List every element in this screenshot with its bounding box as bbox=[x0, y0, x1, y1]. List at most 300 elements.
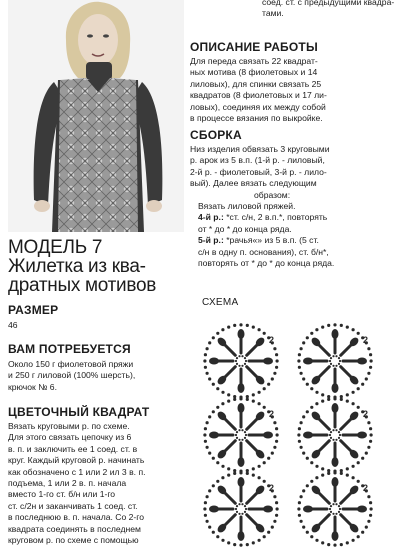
petal-cluster bbox=[209, 506, 219, 513]
center-chain bbox=[330, 505, 332, 507]
center-chain bbox=[245, 508, 247, 510]
row-4-lead: 4-й р.: bbox=[198, 212, 224, 223]
chain-stitch bbox=[204, 427, 207, 430]
chain-stitch bbox=[365, 377, 368, 380]
chain-stitch bbox=[327, 472, 330, 475]
center-chain bbox=[329, 508, 331, 510]
chain-stitch bbox=[206, 421, 209, 424]
chain-stitch bbox=[367, 520, 370, 523]
petal-cluster bbox=[238, 329, 245, 339]
chain-stitch bbox=[263, 387, 266, 390]
chain-stitch bbox=[298, 427, 301, 430]
chain-stitch bbox=[271, 452, 274, 455]
chain-stitch bbox=[208, 452, 211, 455]
chain-stitch bbox=[315, 476, 318, 479]
chain-stitch bbox=[203, 433, 206, 436]
chain-stitch bbox=[216, 406, 219, 409]
work-description-line: лиловых), для спинки связать 25 bbox=[190, 78, 322, 89]
chain-stitch bbox=[315, 328, 318, 331]
flower-square-line: Для этого связать цепочку из 6 bbox=[8, 432, 132, 443]
chain-stitch bbox=[298, 353, 301, 356]
row-mark: 2 bbox=[363, 409, 369, 419]
chain-stitch bbox=[206, 495, 209, 498]
chain-stitch bbox=[300, 495, 303, 498]
chain-stitch bbox=[208, 489, 211, 492]
chain-stitch bbox=[263, 535, 266, 538]
center-chain bbox=[338, 357, 340, 359]
center-chain bbox=[332, 439, 334, 441]
chain-stitch bbox=[346, 541, 349, 544]
stitch-stroke bbox=[224, 344, 235, 355]
crochet-schema-diagram bbox=[196, 318, 410, 548]
petal-cluster bbox=[209, 358, 219, 365]
chain-stitch bbox=[246, 469, 249, 472]
stitch-stroke bbox=[318, 367, 329, 378]
chain-stitch bbox=[267, 531, 270, 534]
chain-stitch bbox=[275, 366, 278, 369]
petal-cluster bbox=[332, 477, 339, 487]
chain-stitch bbox=[258, 402, 261, 405]
chain-stitch bbox=[233, 324, 236, 327]
center-chain bbox=[338, 363, 340, 365]
chain-stitch bbox=[352, 476, 355, 479]
chain-stitch bbox=[300, 520, 303, 523]
assembly-text bbox=[190, 144, 406, 269]
chain-stitch bbox=[267, 457, 270, 460]
center-chain bbox=[245, 360, 247, 362]
chain-stitch bbox=[206, 446, 209, 449]
chain-stitch bbox=[352, 402, 355, 405]
chain-stitch bbox=[302, 489, 305, 492]
chain-stitch bbox=[258, 476, 261, 479]
chain-stitch bbox=[204, 366, 207, 369]
chain-stitch bbox=[206, 347, 209, 350]
chain-stitch bbox=[227, 467, 230, 470]
center-chain bbox=[238, 365, 240, 367]
chain-stitch bbox=[369, 353, 372, 356]
center-chain bbox=[244, 505, 246, 507]
chain-stitch bbox=[271, 377, 274, 380]
stitch-stroke bbox=[247, 492, 258, 503]
chain-stitch bbox=[340, 395, 343, 398]
petal-cluster bbox=[357, 432, 367, 439]
chain-stitch bbox=[306, 457, 309, 460]
chain-stitch bbox=[252, 474, 255, 477]
stitch-stroke bbox=[341, 344, 352, 355]
assembly-line: р. арок из 5 в.п. (1-й р. - лиловый, bbox=[190, 155, 325, 166]
chain-stitch bbox=[216, 535, 219, 538]
petal-cluster bbox=[238, 457, 245, 467]
motif-square bbox=[203, 323, 278, 398]
chain-stitch bbox=[246, 398, 249, 401]
center-chain bbox=[335, 365, 337, 367]
center-chain bbox=[338, 511, 340, 513]
chain-stitch bbox=[340, 324, 343, 327]
chain-stitch bbox=[204, 514, 207, 517]
assembly-line: Вязать лиловой пряжей. bbox=[198, 201, 296, 212]
center-chain bbox=[335, 439, 337, 441]
row-4-line bbox=[190, 212, 406, 223]
chain-stitch bbox=[369, 501, 372, 504]
stitch-stroke bbox=[224, 515, 235, 526]
model-title bbox=[8, 238, 198, 295]
chain-stitch bbox=[263, 461, 266, 464]
chain-stitch bbox=[275, 514, 278, 517]
chain-stitch bbox=[340, 543, 343, 546]
chain-stitch bbox=[233, 469, 236, 472]
chain-stitch bbox=[321, 474, 324, 477]
center-chain bbox=[330, 431, 332, 433]
chain-stitch bbox=[306, 336, 309, 339]
chain-stitch bbox=[300, 421, 303, 424]
chain-stitch bbox=[239, 544, 242, 547]
center-chain bbox=[339, 434, 341, 436]
top-fragment-line: тами. bbox=[262, 8, 284, 19]
chain-stitch bbox=[216, 461, 219, 464]
center-chain bbox=[338, 505, 340, 507]
row-mark: 2 bbox=[363, 335, 369, 345]
chain-stitch bbox=[306, 410, 309, 413]
chain-stitch bbox=[276, 433, 279, 436]
chain-stitch bbox=[227, 474, 230, 477]
petal-cluster bbox=[357, 358, 367, 365]
chain-stitch bbox=[298, 366, 301, 369]
chain-stitch bbox=[367, 495, 370, 498]
chain-stitch bbox=[204, 501, 207, 504]
chain-stitch bbox=[340, 469, 343, 472]
center-chain bbox=[235, 508, 237, 510]
chain-stitch bbox=[216, 332, 219, 335]
chain-stitch bbox=[252, 541, 255, 544]
center-chain bbox=[241, 365, 243, 367]
chain-stitch bbox=[246, 395, 249, 398]
chain-stitch bbox=[252, 326, 255, 329]
row-mark: 2 bbox=[269, 335, 275, 345]
petal-cluster bbox=[332, 531, 339, 541]
center-chain bbox=[330, 357, 332, 359]
chain-stitch bbox=[298, 514, 301, 517]
stitch-stroke bbox=[341, 492, 352, 503]
chain-stitch bbox=[333, 544, 336, 547]
schema-caption: СХЕМА bbox=[202, 297, 239, 308]
stitch-stroke bbox=[224, 441, 235, 452]
center-chain bbox=[244, 363, 246, 365]
chain-stitch bbox=[204, 353, 207, 356]
size-heading: РАЗМЕР bbox=[8, 303, 59, 317]
chain-stitch bbox=[369, 440, 372, 443]
chain-stitch bbox=[275, 501, 278, 504]
flower-square-text bbox=[8, 421, 188, 546]
chain-stitch bbox=[216, 480, 219, 483]
chain-stitch bbox=[239, 471, 242, 474]
materials-line: Около 150 г фиолетовой пряжи bbox=[8, 359, 134, 369]
chain-stitch bbox=[233, 398, 236, 401]
motif-square bbox=[203, 471, 278, 546]
materials-line: и 250 г лиловой (100% шерсть), bbox=[8, 370, 136, 381]
assembly-line: Низ изделия обвязать 3 круговыми bbox=[190, 144, 330, 154]
chain-stitch bbox=[227, 541, 230, 544]
work-description-line: в процессе вязания по выкройке. bbox=[190, 113, 323, 124]
center-chain bbox=[241, 439, 243, 441]
chain-stitch bbox=[302, 341, 305, 344]
chain-stitch bbox=[310, 387, 313, 390]
center-chain bbox=[244, 437, 246, 439]
chain-stitch bbox=[321, 400, 324, 403]
chain-stitch bbox=[221, 465, 224, 468]
chain-stitch bbox=[227, 326, 230, 329]
stitch-stroke bbox=[224, 418, 235, 429]
chain-stitch bbox=[333, 397, 336, 400]
petal-cluster bbox=[263, 506, 273, 513]
chain-stitch bbox=[327, 395, 330, 398]
chain-stitch bbox=[246, 472, 249, 475]
center-chain bbox=[335, 429, 337, 431]
chain-stitch bbox=[352, 391, 355, 394]
motif-square bbox=[297, 323, 372, 398]
assembly-line: 2-й р. - фиолетовый, 3-й р. - лило- bbox=[190, 166, 327, 177]
stitch-stroke bbox=[247, 441, 258, 452]
chain-stitch bbox=[300, 347, 303, 350]
petal-cluster bbox=[332, 383, 339, 393]
center-chain bbox=[329, 360, 331, 362]
chain-stitch bbox=[315, 391, 318, 394]
row-mark: 2 bbox=[363, 483, 369, 493]
center-chain bbox=[332, 513, 334, 515]
center-chain bbox=[339, 508, 341, 510]
chain-stitch bbox=[370, 507, 373, 510]
crochet-chart-svg bbox=[196, 318, 410, 548]
center-chain bbox=[235, 360, 237, 362]
chain-stitch bbox=[297, 359, 300, 362]
chain-stitch bbox=[315, 465, 318, 468]
flower-square-line: в. п. и заключить ее 1 соед. ст. в bbox=[8, 443, 138, 454]
flower-square-line: круговом р. по схеме с помощью bbox=[8, 535, 139, 546]
center-chain bbox=[236, 363, 238, 365]
materials-heading: ВАМ ПОТРЕБУЕТСЯ bbox=[8, 342, 131, 356]
center-chain bbox=[329, 434, 331, 436]
chain-stitch bbox=[233, 472, 236, 475]
center-chain bbox=[236, 505, 238, 507]
chain-stitch bbox=[273, 520, 276, 523]
chain-stitch bbox=[276, 507, 279, 510]
work-description-heading: ОПИСАНИЕ РАБОТЫ bbox=[190, 40, 318, 54]
chain-stitch bbox=[206, 372, 209, 375]
chain-stitch bbox=[297, 507, 300, 510]
center-chain bbox=[241, 513, 243, 515]
petal-cluster bbox=[263, 358, 273, 365]
chain-stitch bbox=[346, 393, 349, 396]
materials-line: крючок № 6. bbox=[8, 381, 57, 392]
chain-stitch bbox=[333, 323, 336, 326]
center-chain bbox=[236, 431, 238, 433]
center-chain bbox=[335, 503, 337, 505]
chain-stitch bbox=[357, 480, 360, 483]
center-chain bbox=[238, 503, 240, 505]
chain-stitch bbox=[221, 391, 224, 394]
chain-stitch bbox=[315, 539, 318, 542]
row-5-text: *рачья«» из 5 в.п. (5 ст. bbox=[226, 235, 319, 246]
chain-stitch bbox=[321, 393, 324, 396]
chain-stitch bbox=[310, 461, 313, 464]
chain-stitch bbox=[258, 539, 261, 542]
chain-stitch bbox=[333, 471, 336, 474]
flower-square-line: Вязать круговыми р. по схеме. bbox=[8, 421, 130, 431]
motif-square bbox=[203, 397, 278, 472]
chain-stitch bbox=[273, 347, 276, 350]
chain-stitch bbox=[346, 400, 349, 403]
chain-stitch bbox=[310, 406, 313, 409]
work-description-text bbox=[190, 56, 406, 124]
size-value: 46 bbox=[8, 320, 18, 330]
stitch-stroke bbox=[318, 344, 329, 355]
chain-stitch bbox=[321, 541, 324, 544]
chain-stitch bbox=[221, 476, 224, 479]
chain-stitch bbox=[357, 461, 360, 464]
stitch-stroke bbox=[247, 418, 258, 429]
chain-stitch bbox=[267, 383, 270, 386]
stitch-stroke bbox=[341, 418, 352, 429]
center-chain bbox=[236, 357, 238, 359]
chain-stitch bbox=[365, 526, 368, 529]
chain-stitch bbox=[227, 393, 230, 396]
chain-stitch bbox=[227, 400, 230, 403]
stitch-stroke bbox=[318, 441, 329, 452]
center-chain bbox=[330, 511, 332, 513]
center-chain bbox=[244, 431, 246, 433]
chain-stitch bbox=[302, 526, 305, 529]
chain-stitch bbox=[357, 387, 360, 390]
center-chain bbox=[338, 431, 340, 433]
chain-stitch bbox=[357, 332, 360, 335]
chain-stitch bbox=[367, 347, 370, 350]
center-chain bbox=[339, 360, 341, 362]
chain-stitch bbox=[263, 332, 266, 335]
chain-stitch bbox=[212, 410, 215, 413]
chain-stitch bbox=[276, 359, 279, 362]
chain-stitch bbox=[302, 415, 305, 418]
chain-stitch bbox=[361, 457, 364, 460]
chain-stitch bbox=[273, 372, 276, 375]
chain-stitch bbox=[208, 377, 211, 380]
chain-stitch bbox=[370, 359, 373, 362]
center-chain bbox=[332, 355, 334, 357]
center-chain bbox=[241, 429, 243, 431]
center-chain bbox=[245, 434, 247, 436]
chain-stitch bbox=[310, 332, 313, 335]
petal-cluster bbox=[238, 531, 245, 541]
chain-stitch bbox=[298, 501, 301, 504]
center-chain bbox=[238, 513, 240, 515]
chain-stitch bbox=[321, 326, 324, 329]
chain-stitch bbox=[346, 326, 349, 329]
center-chain bbox=[236, 511, 238, 513]
chain-stitch bbox=[306, 531, 309, 534]
chain-stitch bbox=[216, 387, 219, 390]
work-description-line: квадратов (8 фиолетовых и 17 ли- bbox=[190, 90, 327, 101]
flower-square-line: круг. Каждый круговой р. начинать bbox=[8, 455, 145, 466]
chain-stitch bbox=[252, 400, 255, 403]
petal-cluster bbox=[303, 358, 313, 365]
chain-stitch bbox=[239, 397, 242, 400]
chain-stitch bbox=[252, 467, 255, 470]
chain-stitch bbox=[327, 324, 330, 327]
center-chain bbox=[236, 437, 238, 439]
materials-text bbox=[8, 359, 188, 393]
chain-stitch bbox=[315, 402, 318, 405]
chain-stitch bbox=[346, 467, 349, 470]
chain-stitch bbox=[340, 472, 343, 475]
row-4-continuation: от * до * до конца ряда. bbox=[198, 223, 292, 234]
center-chain bbox=[330, 363, 332, 365]
center-chain bbox=[244, 357, 246, 359]
chain-stitch bbox=[306, 383, 309, 386]
chain-stitch bbox=[212, 383, 215, 386]
petal-cluster bbox=[332, 403, 339, 413]
chain-stitch bbox=[365, 452, 368, 455]
chain-stitch bbox=[367, 446, 370, 449]
chain-stitch bbox=[252, 393, 255, 396]
center-chain bbox=[241, 503, 243, 505]
work-description-line: ловых), соединяя их между собой bbox=[190, 101, 326, 112]
center-chain bbox=[238, 429, 240, 431]
row-mark: 2 bbox=[269, 409, 275, 419]
chain-stitch bbox=[327, 543, 330, 546]
chain-stitch bbox=[258, 465, 261, 468]
chain-stitch bbox=[300, 446, 303, 449]
stitch-stroke bbox=[247, 344, 258, 355]
stitch-stroke bbox=[318, 515, 329, 526]
center-chain bbox=[241, 355, 243, 357]
center-chain bbox=[335, 513, 337, 515]
chain-stitch bbox=[275, 427, 278, 430]
row-5-continuation: с/н в одну п. основания), ст. б/н*, bbox=[198, 246, 329, 257]
stitch-stroke bbox=[224, 367, 235, 378]
chain-stitch bbox=[233, 395, 236, 398]
chain-stitch bbox=[297, 433, 300, 436]
chain-stitch bbox=[212, 457, 215, 460]
center-chain bbox=[238, 355, 240, 357]
chain-stitch bbox=[302, 452, 305, 455]
model-photo bbox=[8, 0, 184, 232]
assembly-line: вый). Далее вязать следующим bbox=[190, 178, 317, 189]
top-fragment-line: соед. ст. с предыдущими квадра- bbox=[262, 0, 395, 7]
center-chain bbox=[244, 511, 246, 513]
flower-square-heading: ЦВЕТОЧНЫЙ КВАДРАТ bbox=[8, 405, 150, 419]
chain-stitch bbox=[208, 341, 211, 344]
chain-stitch bbox=[340, 398, 343, 401]
chain-stitch bbox=[367, 421, 370, 424]
chain-stitch bbox=[212, 531, 215, 534]
flower-square-line: ст. с/2н и заканчивать 1 соед. ст. bbox=[8, 500, 138, 511]
chain-stitch bbox=[352, 328, 355, 331]
petal-cluster bbox=[238, 383, 245, 393]
model-number: МОДЕЛЬ 7 bbox=[8, 237, 103, 258]
petal-cluster bbox=[263, 432, 273, 439]
stitch-stroke bbox=[318, 492, 329, 503]
chain-stitch bbox=[203, 359, 206, 362]
chain-stitch bbox=[369, 514, 372, 517]
chain-stitch bbox=[233, 543, 236, 546]
petal-cluster bbox=[303, 506, 313, 513]
chain-stitch bbox=[275, 440, 278, 443]
stitch-stroke bbox=[318, 418, 329, 429]
petal-cluster bbox=[303, 432, 313, 439]
center-chain bbox=[330, 437, 332, 439]
chain-stitch bbox=[327, 398, 330, 401]
stitch-stroke bbox=[247, 367, 258, 378]
petal-cluster bbox=[238, 477, 245, 487]
chain-stitch bbox=[310, 480, 313, 483]
